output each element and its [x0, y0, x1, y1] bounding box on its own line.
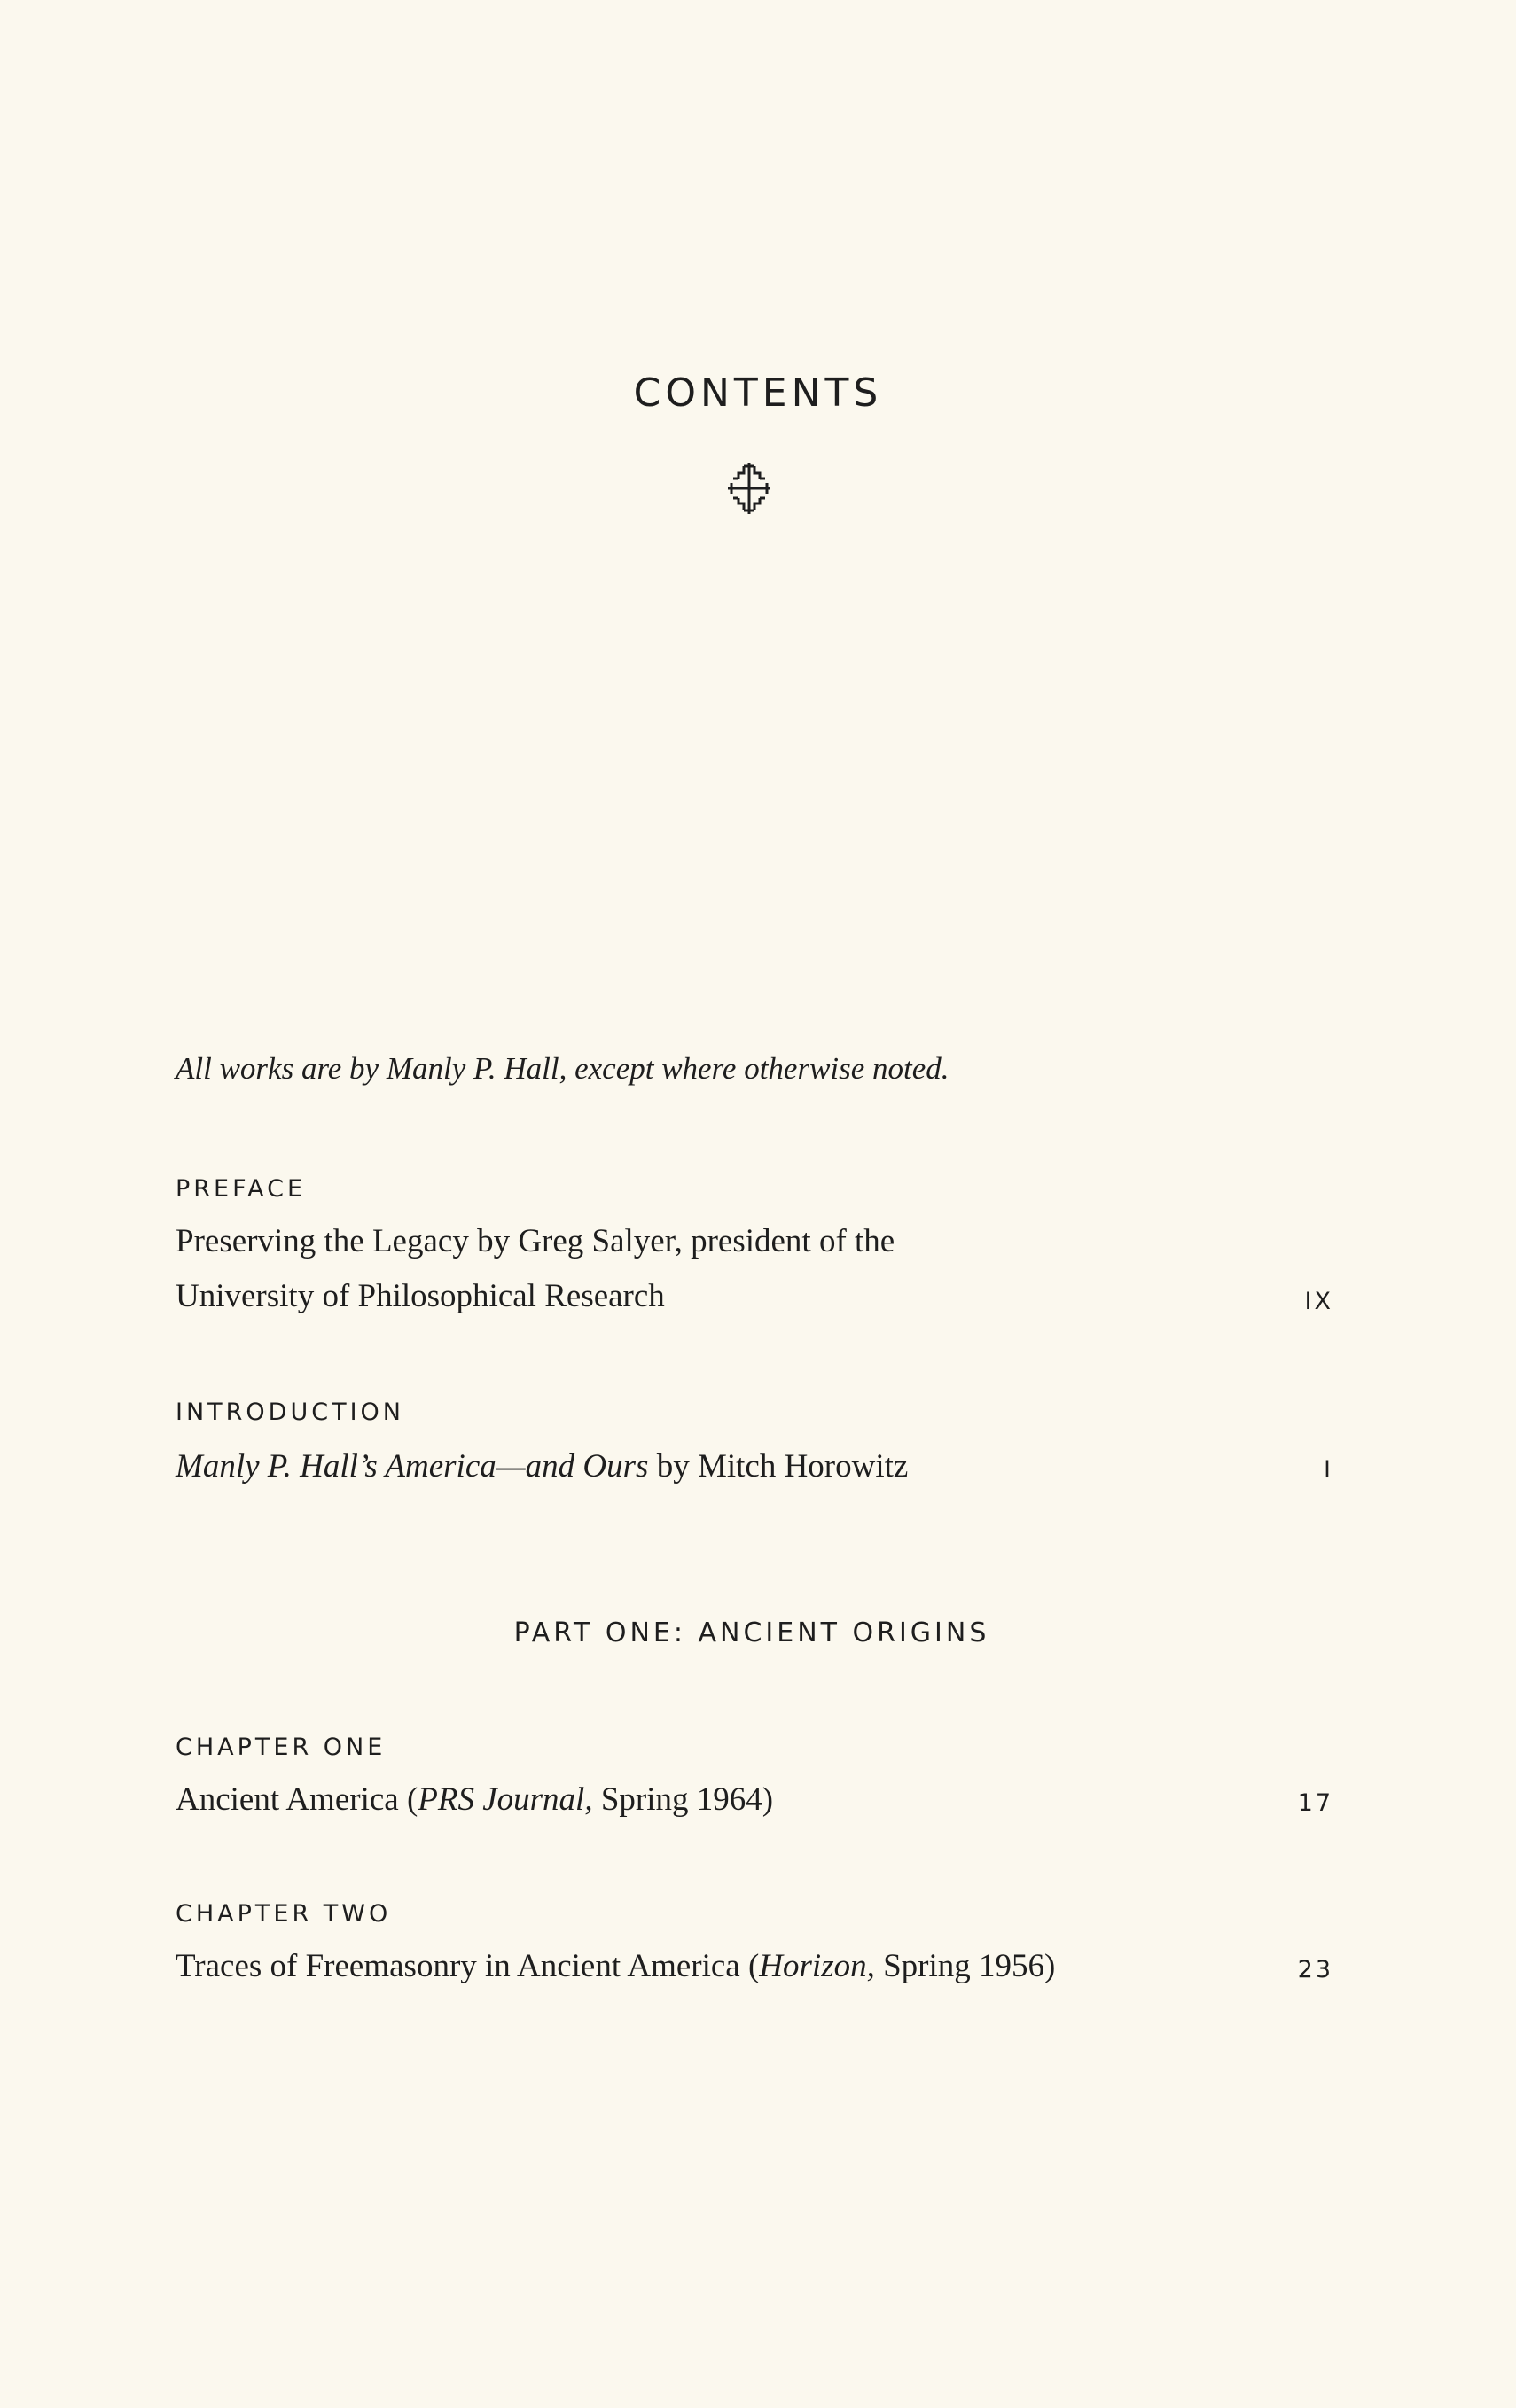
introduction-title-italic: Manly P. Hall’s America—and Ours — [176, 1448, 649, 1485]
chapter-one-date: Spring 1964) — [592, 1781, 774, 1818]
part-one-heading: PART ONE: ANCIENT ORIGINS — [513, 1617, 990, 1648]
preface-page-number: IX — [1304, 1288, 1333, 1315]
page-title: CONTENTS — [633, 370, 883, 416]
chapter-two-page-number: 23 — [1297, 1956, 1333, 1983]
chapter-one-title-text: Ancient America ( — [176, 1781, 418, 1818]
introduction-byline: by Mitch Horowitz — [648, 1448, 909, 1485]
cross-ornament-icon — [726, 461, 772, 516]
introduction-page-number: I — [1324, 1456, 1333, 1484]
preface-title — [176, 1214, 895, 1324]
authorship-note: All works are by Manly P. Hall, except where otherwise noted. — [176, 1051, 949, 1086]
preface-label: PREFACE — [176, 1175, 307, 1203]
preface-title-line2: University of Philosophical Research — [176, 1278, 665, 1314]
chapter-two-label: CHAPTER TWO — [176, 1900, 392, 1928]
chapter-two-source: Horizon, — [759, 1948, 875, 1984]
chapter-one-page-number: 17 — [1297, 1789, 1333, 1817]
chapter-two-date: Spring 1956) — [874, 1948, 1056, 1984]
introduction-label: INTRODUCTION — [176, 1399, 404, 1426]
chapter-one-source: PRS Journal, — [418, 1781, 593, 1818]
chapter-two-title — [176, 1939, 1055, 1994]
introduction-title — [176, 1439, 908, 1494]
preface-title-line1: Preserving the Legacy by Greg Salyer, president of the — [176, 1223, 895, 1259]
chapter-one-title — [176, 1773, 773, 1827]
chapter-one-label: CHAPTER ONE — [176, 1734, 387, 1761]
chapter-two-title-text: Traces of Freemasonry in Ancient America ( — [176, 1948, 760, 1984]
